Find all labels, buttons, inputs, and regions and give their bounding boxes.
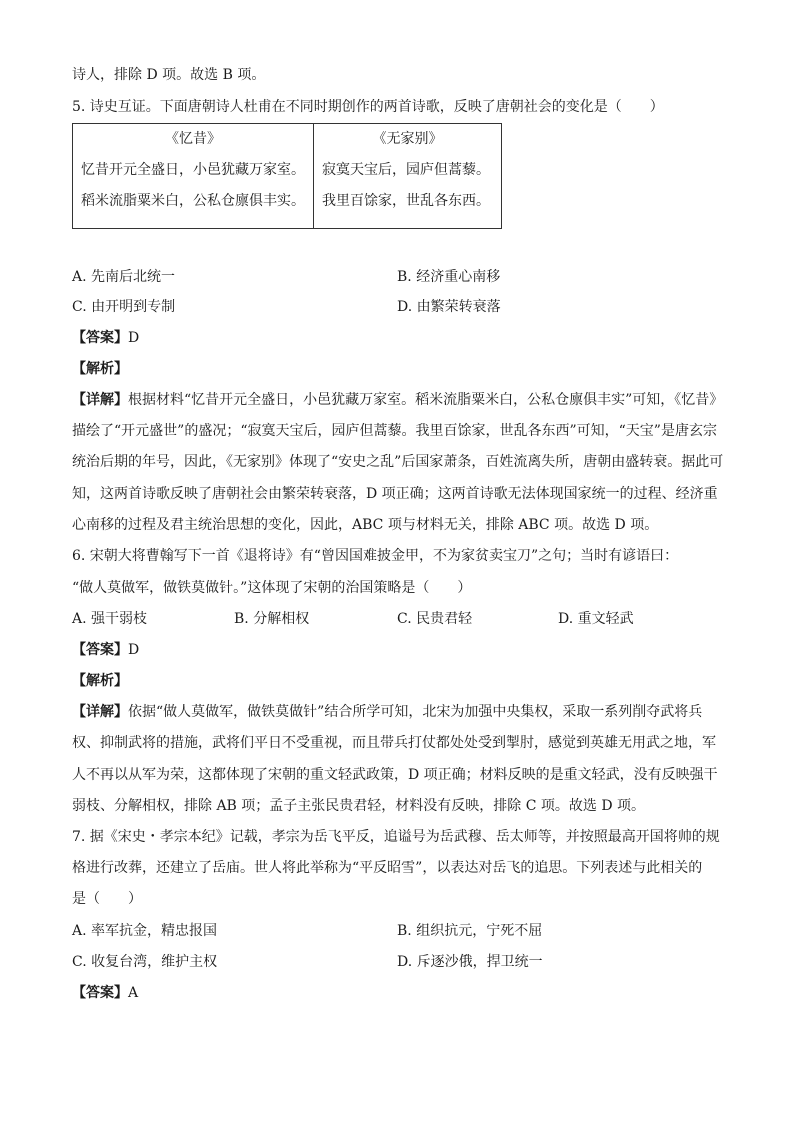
option-a: A. 率军抗金，精忠报国 — [72, 923, 218, 939]
answer-value: D — [128, 642, 140, 658]
question-6-stem: 6. 宋朝大将曹翰写下一首《退将诗》有“曾因国难披金甲，不为家贫卖宝刀”之句；当时有谚语曰： — [72, 548, 679, 564]
answer-line — [72, 983, 138, 1003]
detail-tag: 【详解】 — [72, 392, 128, 408]
detail-line: 心南移的过程及君主统治思想的变化，因此，ABC 项与材料无关，排除 ABC 项。故选 D 项。 — [72, 517, 659, 533]
text-line: 诗人，排除 D 项。故选 B 项。 — [72, 67, 266, 83]
answer-tag: 【答案】 — [72, 642, 128, 658]
answer-line — [72, 640, 139, 660]
option-b: B. 分解相权 — [234, 611, 310, 627]
option-d: D. 重文轻武 — [558, 611, 634, 627]
option-d: D. 斥逐沙俄，捍卫统一 — [397, 954, 543, 970]
detail-text: 依据“做人莫做军，做铁莫做针”结合所学可知，北宋为加强中央集权，采取一系列削夺武将兵 — [128, 704, 703, 720]
answer-line — [72, 328, 139, 348]
poem-line: 忆昔开元全盛日，小邑犹藏万家室。 — [81, 162, 305, 178]
analysis-tag: 【解析】 — [72, 361, 128, 377]
analysis-tag: 【解析】 — [72, 673, 128, 689]
detail-line: 统治后期的年号，因此，《无家别》体现了“安史之乱”后国家萧条，百姓流离失所，唐朝由盛转衰。据此可 — [72, 454, 724, 470]
detail-tag: 【详解】 — [72, 704, 128, 720]
detail-line: 弱枝、分解相权，排除 AB 项；孟子主张民贵君轻，材料没有反映，排除 C 项。故选 D 项。 — [72, 798, 646, 814]
option-a: A. 先南后北统一 — [72, 269, 176, 285]
option-d: D. 由繁荣转衰落 — [397, 299, 501, 315]
option-c: C. 民贵君轻 — [397, 611, 473, 627]
answer-value: A — [128, 985, 139, 1001]
option-b: B. 经济重心南移 — [397, 269, 501, 285]
poem-table — [72, 123, 502, 229]
question-7-stem: 格进行改葬，还建立了岳庙。世人将此举称为“平反昭雪”，以表达对岳飞的追思。下列表述与此相关的 — [72, 860, 703, 876]
answer-tag: 【答案】 — [72, 330, 128, 346]
poem-title: 《无家别》 — [372, 131, 443, 147]
answer-tag: 【答案】 — [72, 985, 128, 1001]
detail-text: 根据材料“忆昔开元全盛日，小邑犹藏万家室。稻米流脂粟米白，公私仓廪俱丰实”可知，《忆昔》 — [128, 392, 724, 408]
detail-line: 描绘了“开元盛世”的盛况；“寂寞天宝后，园庐但蒿藜。我里百馀家，世乱各东西”可知，“天宝”是唐玄宗 — [72, 423, 717, 439]
poem-yixi — [73, 124, 314, 229]
poem-line: 稻米流脂粟米白，公私仓廪俱丰实。 — [81, 193, 305, 209]
poem-title: 《忆昔》 — [165, 131, 221, 147]
question-7-stem: 是（ ） — [72, 891, 142, 907]
option-c: C. 由开明到专制 — [72, 299, 176, 315]
detail-line — [72, 702, 702, 722]
question-5-stem: 5. 诗史互证。下面唐朝诗人杜甫在不同时期创作的两首诗歌，反映了唐朝社会的变化是（ ） — [72, 99, 664, 115]
answer-value: D — [128, 330, 140, 346]
option-b: B. 组织抗元，宁死不屈 — [397, 923, 543, 939]
poem-wujiabie — [314, 124, 502, 229]
question-7-stem: 7. 据《宋史・孝宗本纪》记载，孝宗为岳飞平反，追谥号为岳武穆、岳太师等，并按照最高开国将帅的规 — [72, 829, 720, 845]
detail-line — [72, 390, 723, 410]
poem-line: 我里百馀家，世乱各东西。 — [322, 193, 490, 209]
option-a: A. 强干弱枝 — [72, 611, 148, 627]
detail-line: 知，这两首诗歌反映了唐朝社会由繁荣转衰落，D 项正确；这两首诗歌无法体现国家统一的过程、经济重 — [72, 486, 718, 502]
option-c: C. 收复台湾，维护主权 — [72, 954, 218, 970]
question-6-stem: “做人莫做军，做铁莫做针。”这体现了宋朝的治国策略是（ ） — [72, 580, 472, 596]
detail-line: 人不再以从军为荣，这都体现了宋朝的重文轻武政策，D 项正确；材料反映的是重文轻武，没有反映强干 — [72, 767, 718, 783]
poem-line: 寂寞天宝后，园庐但蒿藜。 — [322, 162, 490, 178]
detail-line: 权、抑制武将的措施，武将们平日不受重视，而且带兵打仗都处处受到掣肘，感觉到英雄无用武之地，军 — [72, 735, 716, 751]
